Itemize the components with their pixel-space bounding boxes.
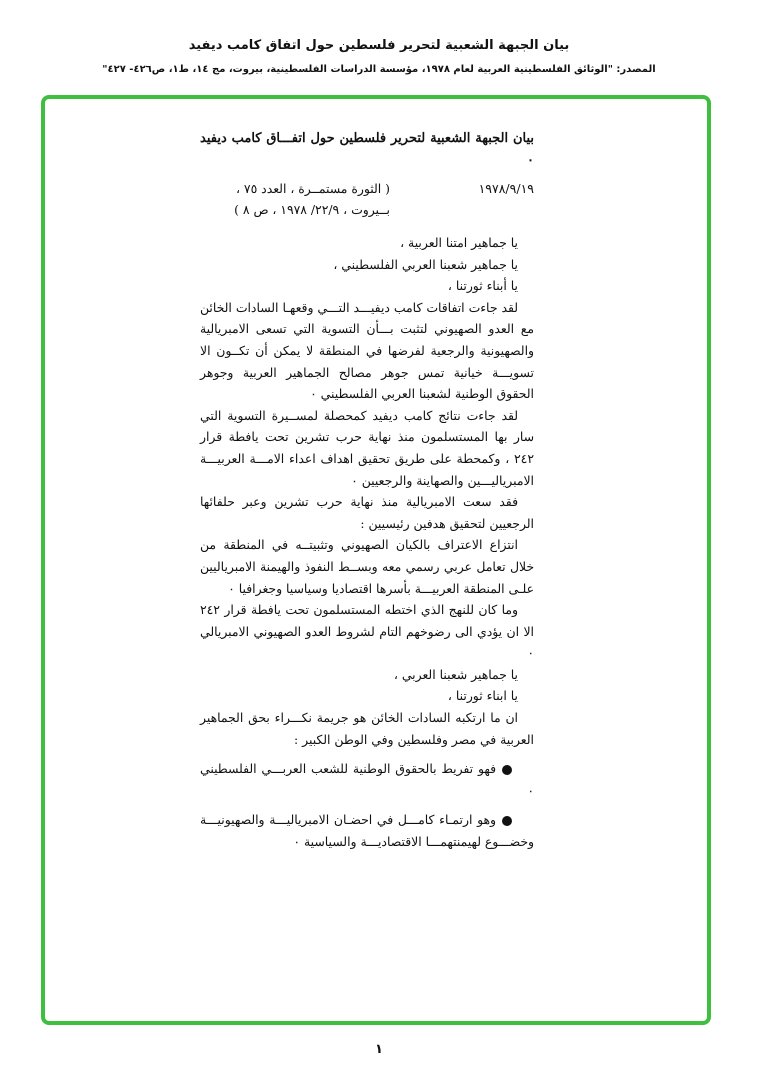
bullet-text: فهو تفريط بالحقوق الوطنية للشعب العربـــي الفلسطيني ٠ <box>200 761 534 798</box>
document-meta <box>200 178 534 220</box>
paragraph: لقد جاءت نتائج كامب ديفيد كمحصلة لمســيرة التسوية التي سار بها المستسلمون منذ نهاية حرب تشرين تحت يافطة قرار ٢٤٢ ، وكمحطة على طريق تحقيق اهداف اعداء الامـــة العربيـــة الامبرياليـــين والصهاينة والرجعيين ٠ <box>200 407 534 488</box>
paragraph: ان ما ارتكبه السادات الخائن هو جريمة نكـــراء بحق الجماهير العربية في مصر وفلسطين وفي الوطن الكبير : <box>200 710 534 747</box>
bullet-text: وهو ارتمـاء كامـــل في احضـان الامبرياليـــة والصهيونيـــة وخضـــوع لهيمنتهمـــا الاقتصاديـــة والسياسية ٠ <box>200 812 534 850</box>
salutation-people: يا جماهير شعبنا العربي الفلسطيني ، <box>333 256 518 272</box>
paragraph: لقد جاءت اتفاقات كامب ديفيـــد التـــي وقعهـا السادات الخائن مع العدو الصهيوني لتثبت بـــأن التسوية التي تسعى الامبريالية والصهيونية والرجعية لفرضها في المنطقة لا يمكن أن تكــون الا تسويـــة خيانية تمس جوهر مصالح الجماهير العربية وجوهر الحقوق الوطنية لشعبنا العربي الفلسطيني ٠ <box>200 299 534 402</box>
bullet-item <box>200 809 534 852</box>
page-header-title: بيان الجبهة الشعبية لتحرير فلسطين حول اتفاق كامب ديفيد <box>188 38 570 53</box>
page-header-source: المصدر: "الوثائق الفلسطينية العربية لعام ١٩٧٨، مؤسسة الدراسات الفلسطينية، بيروت، مج ١٤، ط١، ص٤٢٦- ٤٢٧" <box>102 64 656 75</box>
document-title: بيان الجبهة الشعبية لتحرير فلسطين حول اتفـــاق كامب ديفيد ٠ <box>200 131 534 168</box>
salutation-nation: يا جماهير امتنا العربية ، <box>400 235 518 250</box>
page-number: ١ <box>375 1042 383 1057</box>
salutation-revolution-sons: يا ابناء ثورتنا ، <box>447 688 518 704</box>
paragraph: فقد سعت الامبريالية منذ نهاية حرب تشرين وعبر حلفائها الرجعيين لتحقيق هدفين رئيسيين : <box>200 494 534 531</box>
paragraph: وما كان للنهج الذي اختطه المستسلمون تحت يافطة قرار ٢٤٢ الا ان يؤدي الى رضوخهم التام لشروط العدو الصهيوني الامبريالي ٠ <box>200 602 534 661</box>
salutation-revolution: يا أبناء ثورتنا ، <box>447 278 518 294</box>
document-body <box>200 128 534 853</box>
salutation-people-arab: يا جماهير شعبنا العربي ، <box>393 666 518 682</box>
document-date: ١٩٧٨/٩/١٩ <box>478 181 534 196</box>
bullet-dot-icon <box>502 816 512 826</box>
bullet-dot-icon <box>502 765 512 775</box>
paragraph: انتزاع الاعتراف بالكيان الصهيوني وتثبيتــه في المنطقة من خلال تعامل عربي رسمي معه وبســط النفوذ والهيمنة الامبرياليين علـى المنطقة العربيـــة بأسرها اقتصاديا وسياسيا وجغرافيا ٠ <box>200 537 534 596</box>
document-source-ref: ( الثورة مستمــرة ، العدد ٧٥ ، بــيروت ، ٢٢/٩/ ١٩٧٨ ، ص ٨ ) <box>234 181 390 217</box>
bullet-item <box>200 758 534 801</box>
